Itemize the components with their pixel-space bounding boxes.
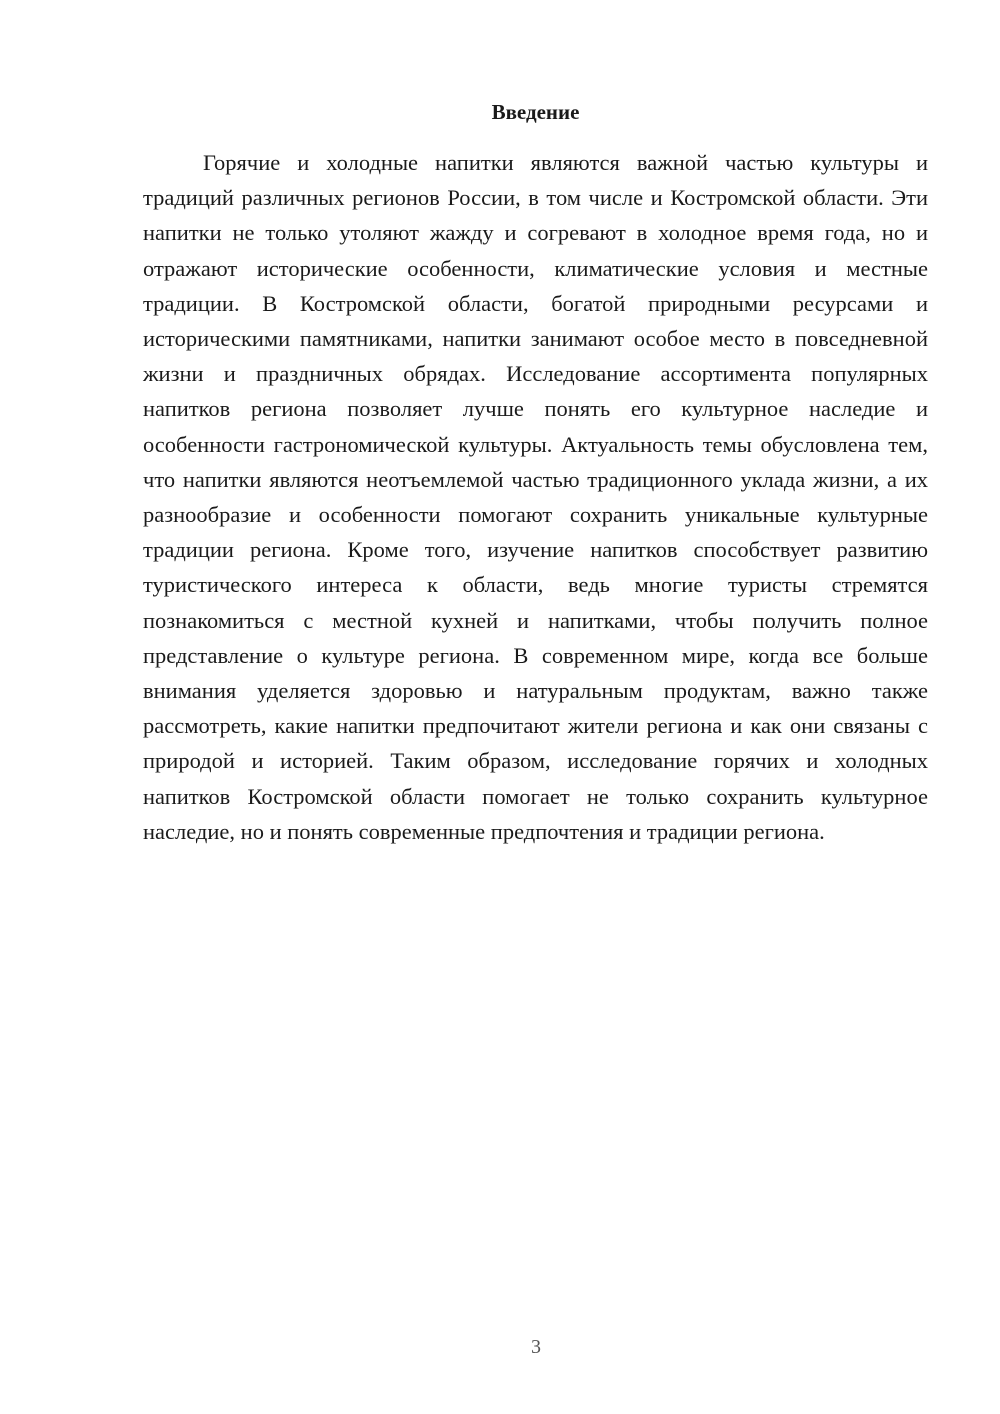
introduction-paragraph: Горячие и холодные напитки являются важной частью культуры и традиций различных регионов России, в том числе и Костромской области. Эти напитки не только утоляют жажду и согревают в холодное время года, но и отражают исторические особенности, климатические условия и местные традиции. В Костромской области, богатой природными ресурсами и историческими памятниками, напитки занимают особое место в повседневной жизни и праздничных обрядах. Исследование ассортимента популярных напитков региона позволяет лучше понять его культурное наследие и особенности гастрономической культуры. Актуальность темы обусловлена тем, что напитки являются неотъемлемой частью традиционного уклада жизни, а их разнообразие и особенности помогают сохранить уникальные культурные традиции региона. Кроме того, изучение напитков способствует развитию туристического интереса к области, ведь многие туристы стремятся познакомиться с местной кухней и напитками, чтобы получить полное представление о культуре региона. В современном мире, когда все больше внимания уделяется здоровью и натуральным продуктам, важно также рассмотреть, какие напитки предпочитают жители региона и как они связаны с природой и историей. Таким образом, исследование горячих и холодных напитков Костромской области помогает не только сохранить культурное наследие, но и понять современные предпочтения и традиции региона. — [143, 150, 928, 844]
page-number: 3 — [531, 1336, 541, 1358]
page-title: Введение — [491, 100, 580, 124]
